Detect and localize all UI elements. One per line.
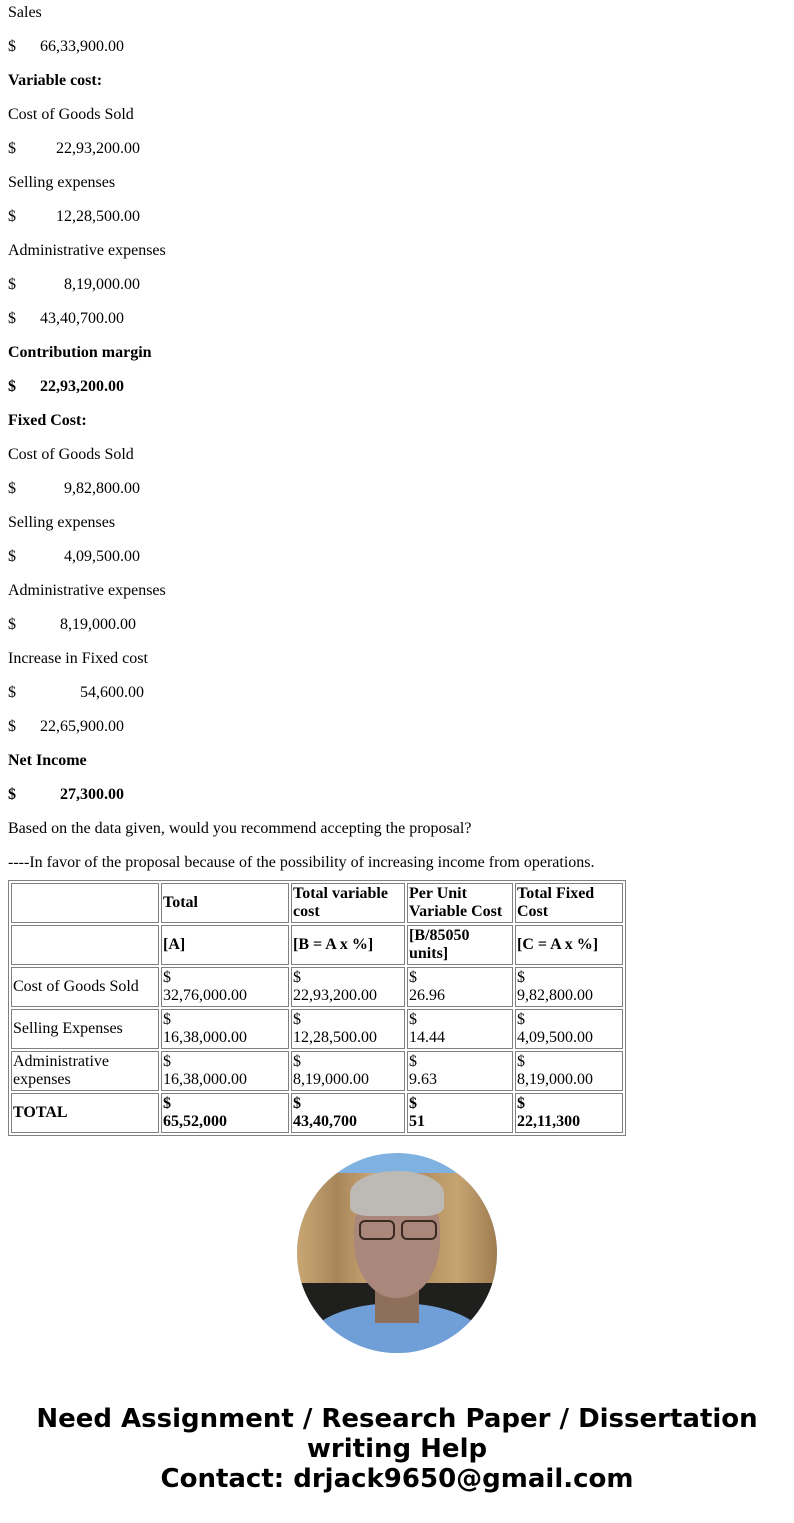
cell-value: 22,93,200.00	[293, 987, 377, 1004]
table-cell	[161, 1009, 289, 1049]
banner-line-2: writing Help	[306, 1434, 488, 1464]
text-line: $ 43,40,700.00	[8, 310, 124, 327]
text-line: Cost of Goods Sold	[8, 106, 134, 123]
column-formula	[11, 925, 159, 965]
cell-value: 9.63	[409, 1071, 437, 1088]
column-formula: [C = A x %]	[515, 925, 623, 965]
heading-line: Net Income	[8, 752, 87, 769]
table-cell	[407, 967, 513, 1007]
cell-value: 14.44	[409, 1029, 445, 1046]
table-cell	[161, 1093, 289, 1133]
table-cell	[291, 967, 405, 1007]
text-line: Sales	[8, 4, 42, 21]
cell-value: 51	[409, 1113, 425, 1130]
heading-line: $ 22,93,200.00	[8, 378, 124, 395]
column-formula: [B = A x %]	[291, 925, 405, 965]
column-formula: [B/85050 units]	[407, 925, 513, 965]
table-cell	[161, 1051, 289, 1091]
cell-value: 32,76,000.00	[163, 987, 247, 1004]
heading-line: Variable cost:	[8, 72, 103, 89]
table-cell	[407, 1009, 513, 1049]
text-line: $ 9,82,800.00	[8, 480, 140, 497]
text-line: $ 22,65,900.00	[8, 718, 124, 735]
cell-value: 12,28,500.00	[293, 1029, 377, 1046]
column-header: Per Unit Variable Cost	[407, 883, 513, 923]
currency-symbol: $	[163, 969, 171, 986]
banner-line-1: Need Assignment / Research Paper / Dissertation	[36, 1404, 758, 1434]
cell-value: 22,11,300	[517, 1113, 581, 1130]
currency-symbol: $	[163, 1095, 171, 1112]
currency-symbol: $	[163, 1011, 171, 1028]
column-header: Total Fixed Cost	[515, 883, 623, 923]
currency-symbol: $	[517, 1053, 525, 1070]
column-header	[11, 883, 159, 923]
cell-value: 26.96	[409, 987, 445, 1004]
table-row	[11, 1093, 623, 1133]
text-line: $ 8,19,000.00	[8, 276, 140, 293]
currency-symbol: $	[293, 1011, 301, 1028]
text-line: $ 54,600.00	[8, 684, 144, 701]
currency-symbol: $	[409, 1053, 417, 1070]
table-cell	[291, 1051, 405, 1091]
cell-value: 8,19,000.00	[293, 1071, 369, 1088]
table-row	[11, 1009, 623, 1049]
heading-line: Contribution margin	[8, 344, 152, 361]
column-header: Total	[161, 883, 289, 923]
currency-symbol: $	[409, 1095, 417, 1112]
cell-value: 8,19,000.00	[517, 1071, 593, 1088]
row-label: Cost of Goods Sold	[11, 967, 159, 1007]
cell-value: 16,38,000.00	[163, 1071, 247, 1088]
cell-value: 9,82,800.00	[517, 987, 593, 1004]
contact-banner	[0, 1404, 794, 1494]
table-cell	[161, 967, 289, 1007]
text-line: $ 8,19,000.00	[8, 616, 136, 633]
text-line: $ 22,93,200.00	[8, 140, 140, 157]
column-header: Total variable cost	[291, 883, 405, 923]
currency-symbol: $	[517, 1011, 525, 1028]
row-label: Administrative expenses	[11, 1051, 159, 1091]
glasses-icon	[359, 1220, 437, 1238]
banner-contact[interactable]: Contact: drjack9650@gmail.com	[160, 1464, 634, 1494]
text-line: Selling expenses	[8, 514, 116, 531]
currency-symbol: $	[409, 969, 417, 986]
table-cell	[515, 1009, 623, 1049]
cell-value: 65,52,000	[163, 1113, 227, 1130]
cell-value: 43,40,700	[293, 1113, 357, 1130]
table-cell	[291, 1009, 405, 1049]
table-cell	[407, 1093, 513, 1133]
cost-table	[8, 880, 626, 1136]
currency-symbol: $	[409, 1011, 417, 1028]
table-header-row	[11, 883, 623, 923]
heading-line: $ 27,300.00	[8, 786, 124, 803]
text-line: Administrative expenses	[8, 582, 166, 599]
text-line: $ 4,09,500.00	[8, 548, 140, 565]
author-avatar	[297, 1153, 497, 1353]
text-line: Increase in Fixed cost	[8, 650, 148, 667]
currency-symbol: $	[517, 969, 525, 986]
statement-lines	[8, 4, 786, 872]
table-row	[11, 1051, 623, 1091]
table-row	[11, 967, 623, 1007]
text-line: $ 66,33,900.00	[8, 38, 124, 55]
currency-symbol: $	[293, 1095, 301, 1112]
table-subheader-row	[11, 925, 623, 965]
text-line: Based on the data given, would you recommend accepting the proposal?	[8, 820, 472, 837]
text-line: $ 12,28,500.00	[8, 208, 140, 225]
table-cell	[291, 1093, 405, 1133]
heading-line: Fixed Cost:	[8, 412, 87, 429]
cell-value: 4,09,500.00	[517, 1029, 593, 1046]
text-line: ----In favor of the proposal because of the possibility of increasing income from operations.	[8, 854, 595, 871]
table-cell	[515, 1093, 623, 1133]
row-label: Selling Expenses	[11, 1009, 159, 1049]
row-label: TOTAL	[11, 1093, 159, 1133]
currency-symbol: $	[293, 969, 301, 986]
table-cell	[407, 1051, 513, 1091]
text-line: Selling expenses	[8, 174, 116, 191]
table-cell	[515, 967, 623, 1007]
currency-symbol: $	[517, 1095, 525, 1112]
text-line: Administrative expenses	[8, 242, 166, 259]
currency-symbol: $	[163, 1053, 171, 1070]
column-formula: [A]	[161, 925, 289, 965]
currency-symbol: $	[293, 1053, 301, 1070]
text-line: Cost of Goods Sold	[8, 446, 134, 463]
table-cell	[515, 1051, 623, 1091]
cell-value: 16,38,000.00	[163, 1029, 247, 1046]
